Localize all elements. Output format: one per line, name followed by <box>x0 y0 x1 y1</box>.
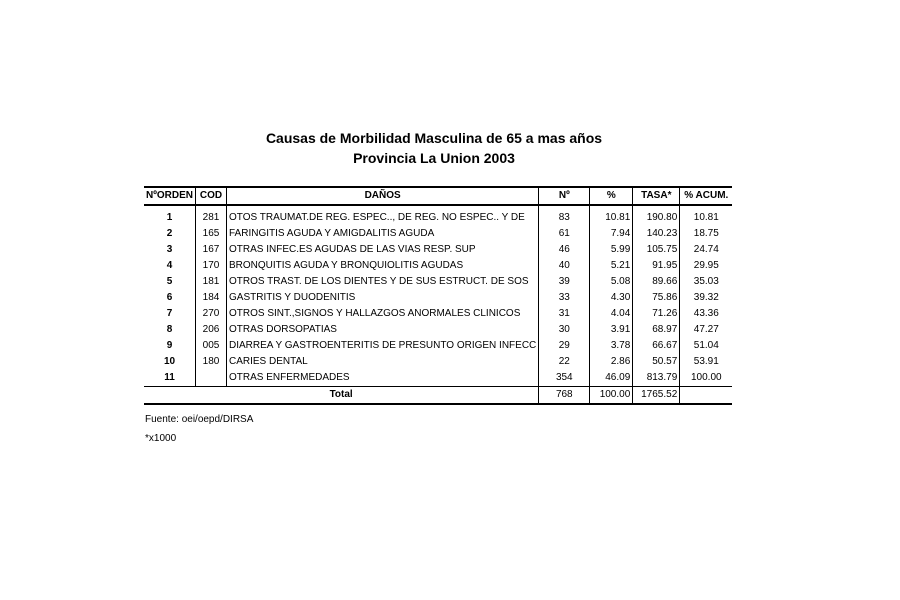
table-header-row <box>144 187 732 205</box>
cell-porcentaje: 5.21 <box>590 258 633 274</box>
cell-orden: 4 <box>166 260 173 271</box>
cell-cod: 167 <box>196 242 227 258</box>
cell-tasa: 50.57 <box>633 354 680 370</box>
total-row <box>144 387 732 405</box>
header-danos: DAÑOS <box>227 187 539 205</box>
page-title: Causas de Morbilidad Masculina de 65 a mas años <box>265 130 603 146</box>
cell-numero: 61 <box>539 226 590 242</box>
cell-danos: FARINGITIS AGUDA Y AMIGDALITIS AGUDA <box>227 226 539 242</box>
cell-cod: 270 <box>196 306 227 322</box>
cell-acumulado: 39.32 <box>680 290 733 306</box>
cell-danos: BRONQUITIS AGUDA Y BRONQUIOLITIS AGUDAS <box>227 258 539 274</box>
cell-porcentaje: 5.99 <box>590 242 633 258</box>
cell-acumulado: 100.00 <box>680 370 733 387</box>
table-row <box>144 242 732 258</box>
cell-porcentaje: 10.81 <box>590 205 633 226</box>
cell-cod: 184 <box>196 290 227 306</box>
cell-acumulado: 43.36 <box>680 306 733 322</box>
cell-orden: 2 <box>166 228 173 239</box>
cell-acumulado: 29.95 <box>680 258 733 274</box>
cell-numero: 39 <box>539 274 590 290</box>
cell-numero: 30 <box>539 322 590 338</box>
cell-porcentaje: 5.08 <box>590 274 633 290</box>
cell-numero: 83 <box>539 205 590 226</box>
table-row <box>144 322 732 338</box>
cell-numero: 33 <box>539 290 590 306</box>
cell-acumulado: 51.04 <box>680 338 733 354</box>
page-subtitle: Provincia La Union 2003 <box>353 150 515 166</box>
cell-danos: OTROS TRAST. DE LOS DIENTES Y DE SUS ESTRUCT. DE SOS <box>227 274 539 290</box>
cell-numero: 29 <box>539 338 590 354</box>
cell-numero: 31 <box>539 306 590 322</box>
cell-orden: 5 <box>166 276 173 287</box>
header-porcentaje: % <box>590 187 633 205</box>
cell-danos: OTROS SINT.,SIGNOS Y HALLAZGOS ANORMALES CLINICOS <box>227 306 539 322</box>
cell-tasa: 71.26 <box>633 306 680 322</box>
cell-acumulado: 35.03 <box>680 274 733 290</box>
cell-cod: 170 <box>196 258 227 274</box>
table-row <box>144 226 732 242</box>
cell-orden: 3 <box>166 244 173 255</box>
table-row <box>144 354 732 370</box>
cell-porcentaje: 46.09 <box>590 370 633 387</box>
cell-orden: 8 <box>166 324 173 335</box>
cell-danos: GASTRITIS Y DUODENITIS <box>227 290 539 306</box>
table-row <box>144 274 732 290</box>
table-row <box>144 370 732 387</box>
cell-cod: 180 <box>196 354 227 370</box>
table-row <box>144 205 732 226</box>
cell-tasa: 68.97 <box>633 322 680 338</box>
cell-numero: 22 <box>539 354 590 370</box>
table-row <box>144 306 732 322</box>
cell-cod: 165 <box>196 226 227 242</box>
cell-porcentaje: 3.91 <box>590 322 633 338</box>
total-label: Total <box>144 387 539 405</box>
cell-tasa: 66.67 <box>633 338 680 354</box>
cell-tasa: 190.80 <box>633 205 680 226</box>
total-tasa: 1765.52 <box>633 387 680 405</box>
cell-orden: 11 <box>164 372 175 383</box>
cell-orden: 1 <box>166 212 173 223</box>
header-tasa: TASA* <box>633 187 680 205</box>
cell-cod: 206 <box>196 322 227 338</box>
total-n: 768 <box>539 387 590 405</box>
cell-danos: OTRAS ENFERMEDADES <box>227 370 539 387</box>
header-numero: Nº <box>539 187 590 205</box>
total-acum <box>680 387 733 405</box>
cell-tasa: 89.66 <box>633 274 680 290</box>
cell-tasa: 75.86 <box>633 290 680 306</box>
morbidity-table <box>144 186 732 405</box>
source-note: Fuente: oei/oepd/DIRSA <box>145 414 254 425</box>
cell-tasa: 91.95 <box>633 258 680 274</box>
cell-danos: OTRAS DORSOPATIAS <box>227 322 539 338</box>
cell-danos: DIARREA Y GASTROENTERITIS DE PRESUNTO ORIGEN INFECC <box>227 338 539 354</box>
cell-acumulado: 53.91 <box>680 354 733 370</box>
table-row <box>144 290 732 306</box>
cell-acumulado: 18.75 <box>680 226 733 242</box>
cell-cod: 005 <box>196 338 227 354</box>
table-body <box>144 205 732 404</box>
header-orden: NºORDEN <box>144 187 196 205</box>
header-acumulado: % ACUM. <box>680 187 733 205</box>
cell-danos: OTRAS INFEC.ES AGUDAS DE LAS VIAS RESP. SUP <box>227 242 539 258</box>
cell-tasa: 140.23 <box>633 226 680 242</box>
cell-cod <box>196 370 227 387</box>
cell-porcentaje: 4.30 <box>590 290 633 306</box>
cell-porcentaje: 2.86 <box>590 354 633 370</box>
cell-numero: 40 <box>539 258 590 274</box>
cell-acumulado: 47.27 <box>680 322 733 338</box>
cell-acumulado: 10.81 <box>680 205 733 226</box>
cell-orden: 7 <box>166 308 173 319</box>
cell-porcentaje: 3.78 <box>590 338 633 354</box>
cell-cod: 281 <box>196 205 227 226</box>
cell-tasa: 813.79 <box>633 370 680 387</box>
cell-orden: 10 <box>163 356 176 367</box>
table-row <box>144 258 732 274</box>
table-row <box>144 338 732 354</box>
cell-porcentaje: 4.04 <box>590 306 633 322</box>
cell-orden: 6 <box>166 292 173 303</box>
cell-cod: 181 <box>196 274 227 290</box>
cell-acumulado: 24.74 <box>680 242 733 258</box>
footnote: *x1000 <box>145 433 177 444</box>
header-cod: COD <box>196 187 227 205</box>
cell-porcentaje: 7.94 <box>590 226 633 242</box>
cell-danos: CARIES DENTAL <box>227 354 539 370</box>
cell-numero: 46 <box>539 242 590 258</box>
cell-danos: OTOS TRAUMAT.DE REG. ESPEC.., DE REG. NO ESPEC.. Y DE <box>227 205 539 226</box>
cell-numero: 354 <box>539 370 590 387</box>
total-pct: 100.00 <box>590 387 633 405</box>
cell-tasa: 105.75 <box>633 242 680 258</box>
cell-orden: 9 <box>166 340 173 351</box>
